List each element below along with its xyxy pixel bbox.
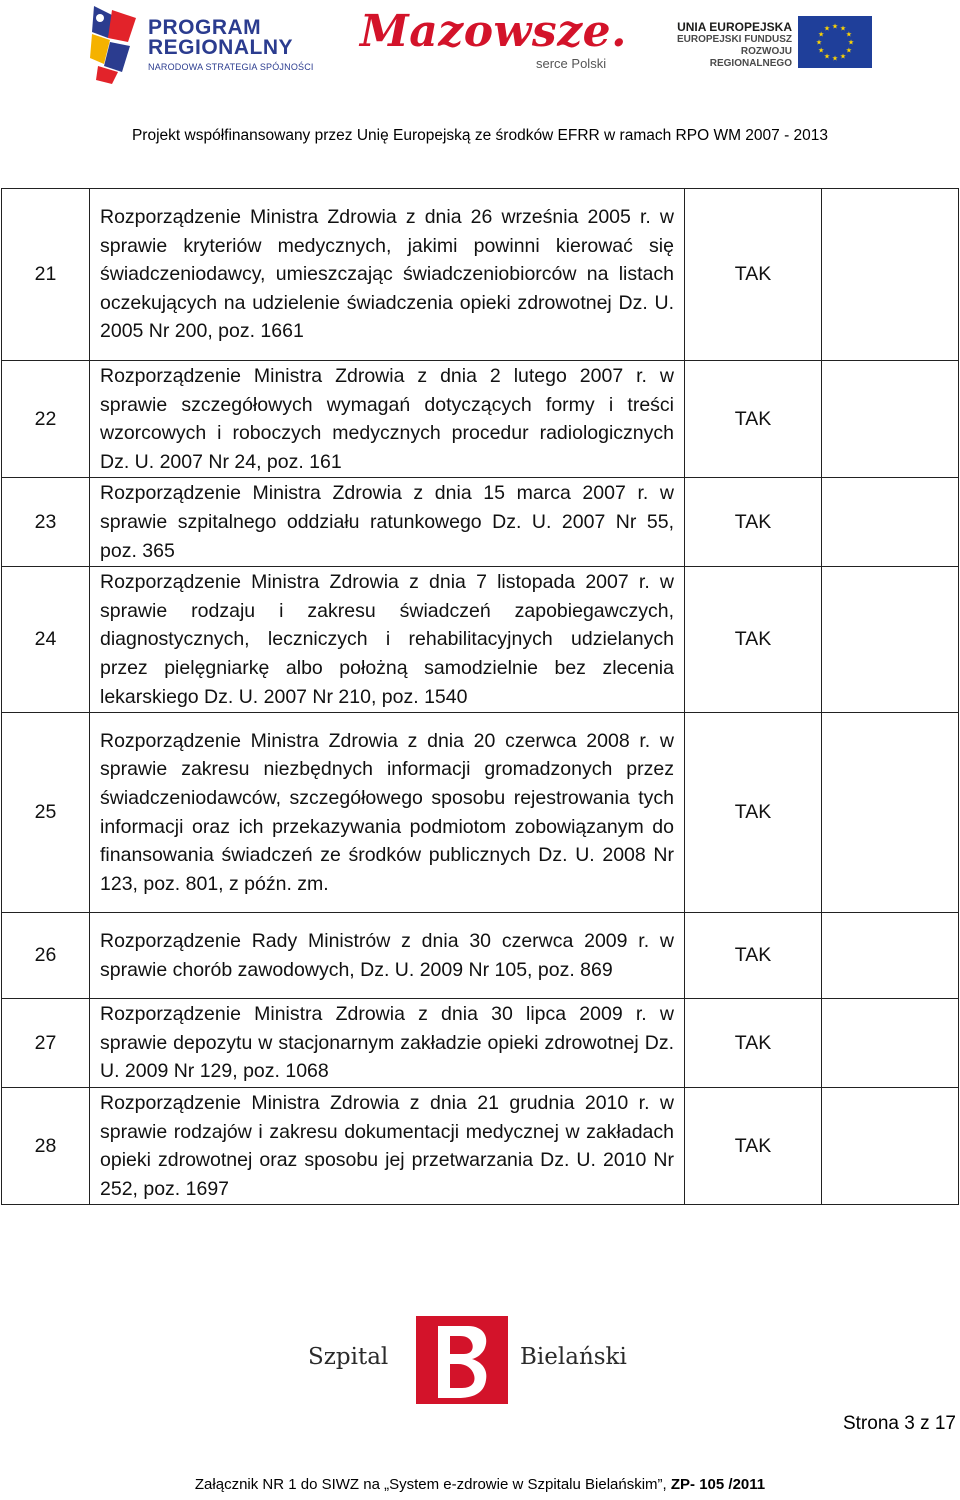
eu-star-icon: ★	[839, 25, 847, 33]
row-number: 21	[2, 189, 90, 361]
eu-star-icon: ★	[831, 23, 839, 31]
row-number: 22	[2, 361, 90, 478]
compliance-value: TAK	[685, 713, 822, 913]
regulation-description: Rozporządzenie Ministra Zdrowia z dnia 30 lipca 2009 r. w sprawie depozytu w stacjonarnym zakładzie opieki zdrowotnej Dz. U. 2009 Nr 129, poz. 1068	[90, 999, 685, 1088]
eu-star-icon: ★	[847, 39, 855, 47]
empty-cell	[822, 713, 959, 913]
eu-star-icon: ★	[831, 55, 839, 63]
hospital-b-mark-icon	[416, 1316, 508, 1404]
mazowsze-logo	[360, 6, 627, 76]
compliance-value: TAK	[685, 189, 822, 361]
eu-star-icon: ★	[823, 25, 831, 33]
empty-cell	[822, 999, 959, 1088]
mazowsze-wordmark: Mazowsze.	[360, 6, 627, 57]
szpital-bielanski-logo	[300, 1316, 660, 1406]
row-number: 23	[2, 478, 90, 567]
empty-cell	[822, 1087, 959, 1204]
table-row	[2, 913, 959, 999]
table-row	[2, 567, 959, 713]
eu-flag-icon	[798, 16, 872, 68]
eu-star-icon: ★	[839, 53, 847, 61]
page-number: Strona 3 z 17	[842, 1413, 956, 1434]
program-label: PROGRAM	[148, 16, 262, 39]
regulation-description: Rozporządzenie Ministra Zdrowia z dnia 2 lutego 2007 r. w sprawie szczegółowych wymagań dotyczących formy i treści wzorcowych i roboczych medycznych procedur radiologicznych Dz. U. 2007 Nr 24, poz. 161	[90, 361, 685, 478]
row-number: 27	[2, 999, 90, 1088]
bielanski-label: Bielański	[520, 1344, 627, 1370]
regulation-description: Rozporządzenie Ministra Zdrowia z dnia 26 września 2005 r. w sprawie kryteriów medycznych, jakimi powinni kierować się świadczeniodawcy, umieszczając świadczeniobiorców na listach oczekujących na udzielenie świadczenia opieki zdrowotnej Dz. U. 2005 Nr 200, poz. 1661	[90, 189, 685, 361]
empty-cell	[822, 567, 959, 713]
mazowsze-tagline: serce Polski	[536, 56, 607, 71]
attachment-ref: ZP- 105 /2011	[670, 1476, 766, 1493]
row-number: 24	[2, 567, 90, 713]
eu-logo	[656, 16, 876, 78]
eu-star-icon: ★	[817, 31, 825, 39]
table-row	[2, 361, 959, 478]
regulation-description: Rozporządzenie Rady Ministrów z dnia 30 czerwca 2009 r. w sprawie chorób zawodowych, Dz. U. 2009 Nr 105, poz. 869	[90, 913, 685, 999]
regionalny-label: REGIONALNY	[148, 36, 294, 59]
regulations-table	[1, 188, 959, 1205]
regulation-description: Rozporządzenie Ministra Zdrowia z dnia 21 grudnia 2010 r. w sprawie rodzajów i zakresu dokumentacji medycznej w zakładach opieki zdrowotnej oraz sposobu jej przetwarzania Dz. U. 2010 Nr 252, poz. 1697	[90, 1087, 685, 1204]
eu-star-icon: ★	[815, 39, 823, 47]
regulation-description: Rozporządzenie Ministra Zdrowia z dnia 15 marca 2007 r. w sprawie szpitalnego oddziału ratunkowego Dz. U. 2007 Nr 55, poz. 365	[90, 478, 685, 567]
eu-fund-label-2: ROZWOJU REGIONALNEGO	[709, 46, 792, 69]
header-logo-bar	[0, 0, 960, 144]
attachment-text: Załącznik NR 1 do SIWZ na „System e-zdrowie w Szpitalu Bielańskim”,	[194, 1476, 671, 1493]
eu-star-icon: ★	[845, 47, 853, 55]
row-number: 26	[2, 913, 90, 999]
compliance-value: TAK	[685, 913, 822, 999]
table-row	[2, 189, 959, 361]
table-row	[2, 713, 959, 913]
empty-cell	[822, 913, 959, 999]
empty-cell	[822, 189, 959, 361]
program-regionalny-logo	[88, 2, 338, 86]
compliance-value: TAK	[685, 999, 822, 1088]
empty-cell	[822, 361, 959, 478]
table-row	[2, 478, 959, 567]
szpital-label: Szpital	[308, 1344, 389, 1370]
table-row	[2, 1087, 959, 1204]
empty-cell	[822, 478, 959, 567]
attachment-footer	[0, 1476, 960, 1493]
row-number: 25	[2, 713, 90, 913]
compliance-value: TAK	[685, 567, 822, 713]
program-regionalny-emblem-icon	[88, 2, 140, 84]
eu-star-icon: ★	[823, 53, 831, 61]
eu-star-icon: ★	[845, 31, 853, 39]
compliance-value: TAK	[685, 478, 822, 567]
eu-star-icon: ★	[817, 47, 825, 55]
regulation-description: Rozporządzenie Ministra Zdrowia z dnia 7 listopada 2007 r. w sprawie rodzaju i zakresu świadczeń zapobiegawczych, diagnostycznych, leczniczych i rehabilitacyjnych udzielanych przez pielęgniarkę albo położną samodzielnie bez zlecenia lekarskiego Dz. U. 2007 Nr 210, poz. 1540	[90, 567, 685, 713]
compliance-value: TAK	[685, 1087, 822, 1204]
eu-label: UNIA EUROPEJSKA	[677, 20, 792, 34]
cofinance-note: Projekt współfinansowany przez Unię Europejską ze środków EFRR w ramach RPO WM 2007 - 2013	[131, 127, 829, 144]
regulation-description: Rozporządzenie Ministra Zdrowia z dnia 20 czerwca 2008 r. w sprawie zakresu niezbędnych informacji gromadzonych przez świadczeniodawców, szczegółowego sposobu rejestrowania tych informacji oraz ich przekazywania podmiotom zobowiązanym do finansowania świadczeń ze środków publicznych Dz. U. 2008 Nr 123, poz. 801, z późn. zm.	[90, 713, 685, 913]
row-number: 28	[2, 1087, 90, 1204]
eu-fund-label: EUROPEJSKI FUNDUSZ	[676, 34, 792, 45]
table-row	[2, 999, 959, 1088]
compliance-value: TAK	[685, 361, 822, 478]
strategy-label: NARODOWA STRATEGIA SPÓJNOŚCI	[148, 62, 314, 72]
